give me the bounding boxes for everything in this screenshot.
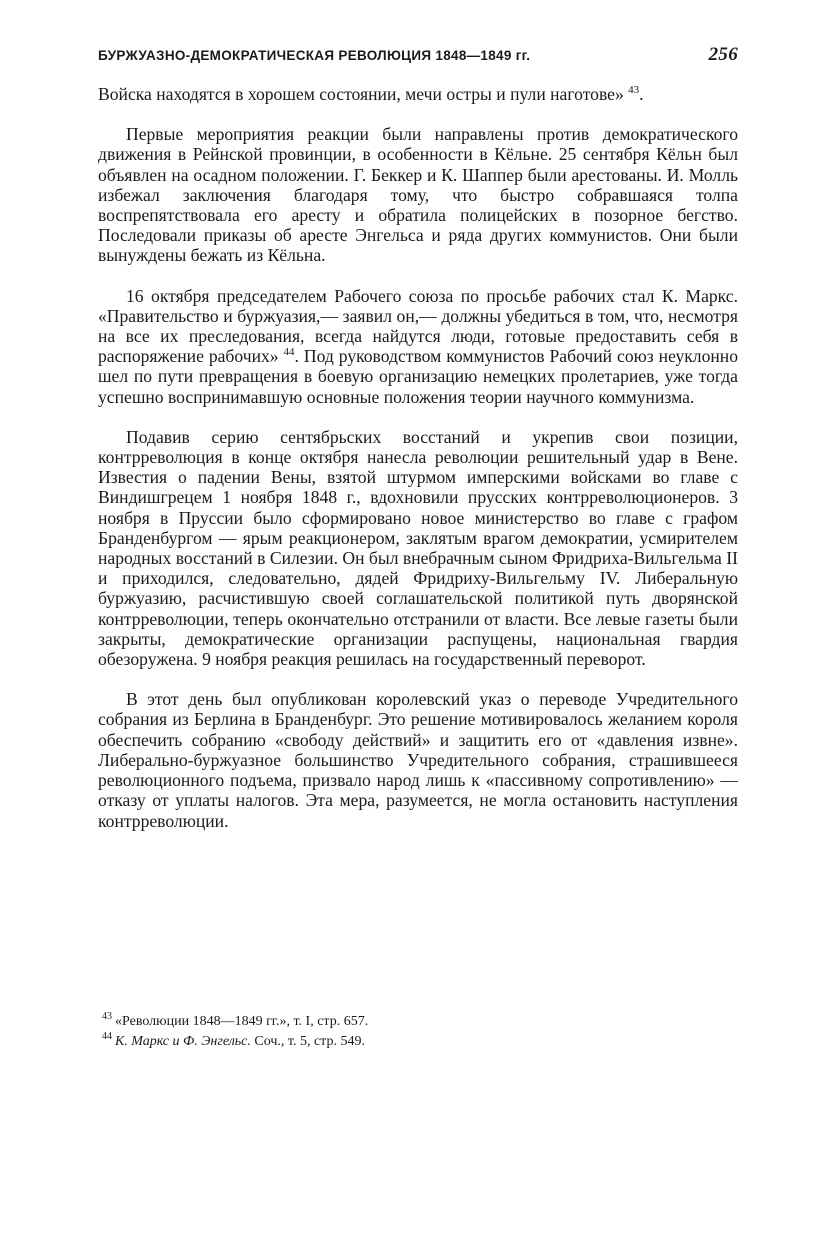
footnote [98, 1032, 738, 1052]
footnote-ref: 44 [283, 346, 295, 359]
footnote-text: «Революции 1848—1849 гг.», т. I, стр. 657. [115, 1014, 369, 1029]
page-number: 256 [708, 44, 738, 65]
paragraph-continuation [98, 84, 738, 104]
paragraph-text: Подавив серию сентябрьских восстаний и укрепив свои позиции, контрреволюция в конце октября нанесла революции решительный удар в Вене. Известия о падении Вены, взятой штурмом имперскими войсками во главе с Виндишгрецем 1 ноября 1848 г., вдохновили прусских контрреволюционеров. 3 ноября в Пруссии было сформировано новое министерство во главе с графом Бранденбургом — ярым реакционером, заклятым врагом демократии, усмирителем народных восстаний в Силезии. Он был внебрачным сыном Фридриха-Вильгельма II и приходился, следовательно, дядей Фридриху-Вильгельму IV. Либеральную буржуазию, расчистившую своей соглашательской политикой путь дворянской контрреволюции, теперь окончательно отстранили от власти. Все левые газеты были закрыты, демократические организации распущены, национальная гвардия обезоружена. 9 ноября реакция решилась на государственный переворот. [98, 426, 738, 670]
paragraph [98, 286, 738, 407]
running-header [98, 44, 738, 70]
footnote-mark: 43 [102, 1011, 112, 1023]
footnote-mark: 44 [102, 1031, 112, 1043]
footnotes [98, 1012, 738, 1052]
paragraph-tail: . [639, 84, 644, 104]
paragraph-tail: . Под руководством коммунистов Рабочий союз неуклонно шел по пути превращения в боевую организацию немецких пролетариев, уже тогда успешно воспринимавшую основные положения теории научного коммунизма. [98, 346, 738, 407]
paragraph [98, 427, 738, 669]
paragraph-text: 16 октября председателем Рабочего союза по просьбе рабочих стал К. Маркс. «Правительство и буржуазия,— заявил он,— должны убедиться в том, что, несмотря на все их преследования, всегда найдутся люди, готовые предоставить себя в распоряжение рабочих» [98, 285, 738, 367]
running-title: БУРЖУАЗНО-ДЕМОКРАТИЧЕСКАЯ РЕВОЛЮЦИЯ 1848—1849 гг. [98, 48, 531, 63]
footnote-text: Соч., т. 5, стр. 549. [254, 1034, 365, 1049]
footnote-author: К. Маркс и Ф. Энгельс. [115, 1034, 251, 1049]
paragraph [98, 689, 738, 830]
page [98, 44, 738, 851]
paragraph-text: Первые мероприятия реакции были направлены против демократического движения в Рейнской провинции, в особенности в Кёльне. 25 сентября Кёльн был объявлен на осадном положении. Г. Беккер и К. Шаппер были арестованы. И. Молль избежал заключения благодаря тому, что быстро собравшаяся толпа воспрепятствовала его аресту и обратила полицейских в позорное бегство. Последовали приказы об аресте Энгельса и ряда других коммунистов. Они были вынуждены бежать из Кёльна. [98, 124, 738, 266]
body-text [98, 84, 738, 831]
footnote-ref: 43 [628, 84, 640, 97]
paragraph-text: В этот день был опубликован королевский указ о переводе Учредительного собрания из Берлина в Бранденбург. Это решение мотивировалось желанием короля обеспечить собранию «свободу действий» и защитить его от «давления извне». Либерально-буржуазное большинство Учредительного собрания, страшившееся революционного подъема, призвало народ лишь к «пассивному сопротивлению» — отказу от уплаты налогов. Эта мера, разумеется, не могла остановить наступления контрреволюции. [98, 689, 738, 831]
paragraph [98, 124, 738, 265]
paragraph-text: Войска находятся в хорошем состоянии, мечи остры и пули наготове» [98, 84, 624, 104]
footnote [98, 1012, 738, 1032]
